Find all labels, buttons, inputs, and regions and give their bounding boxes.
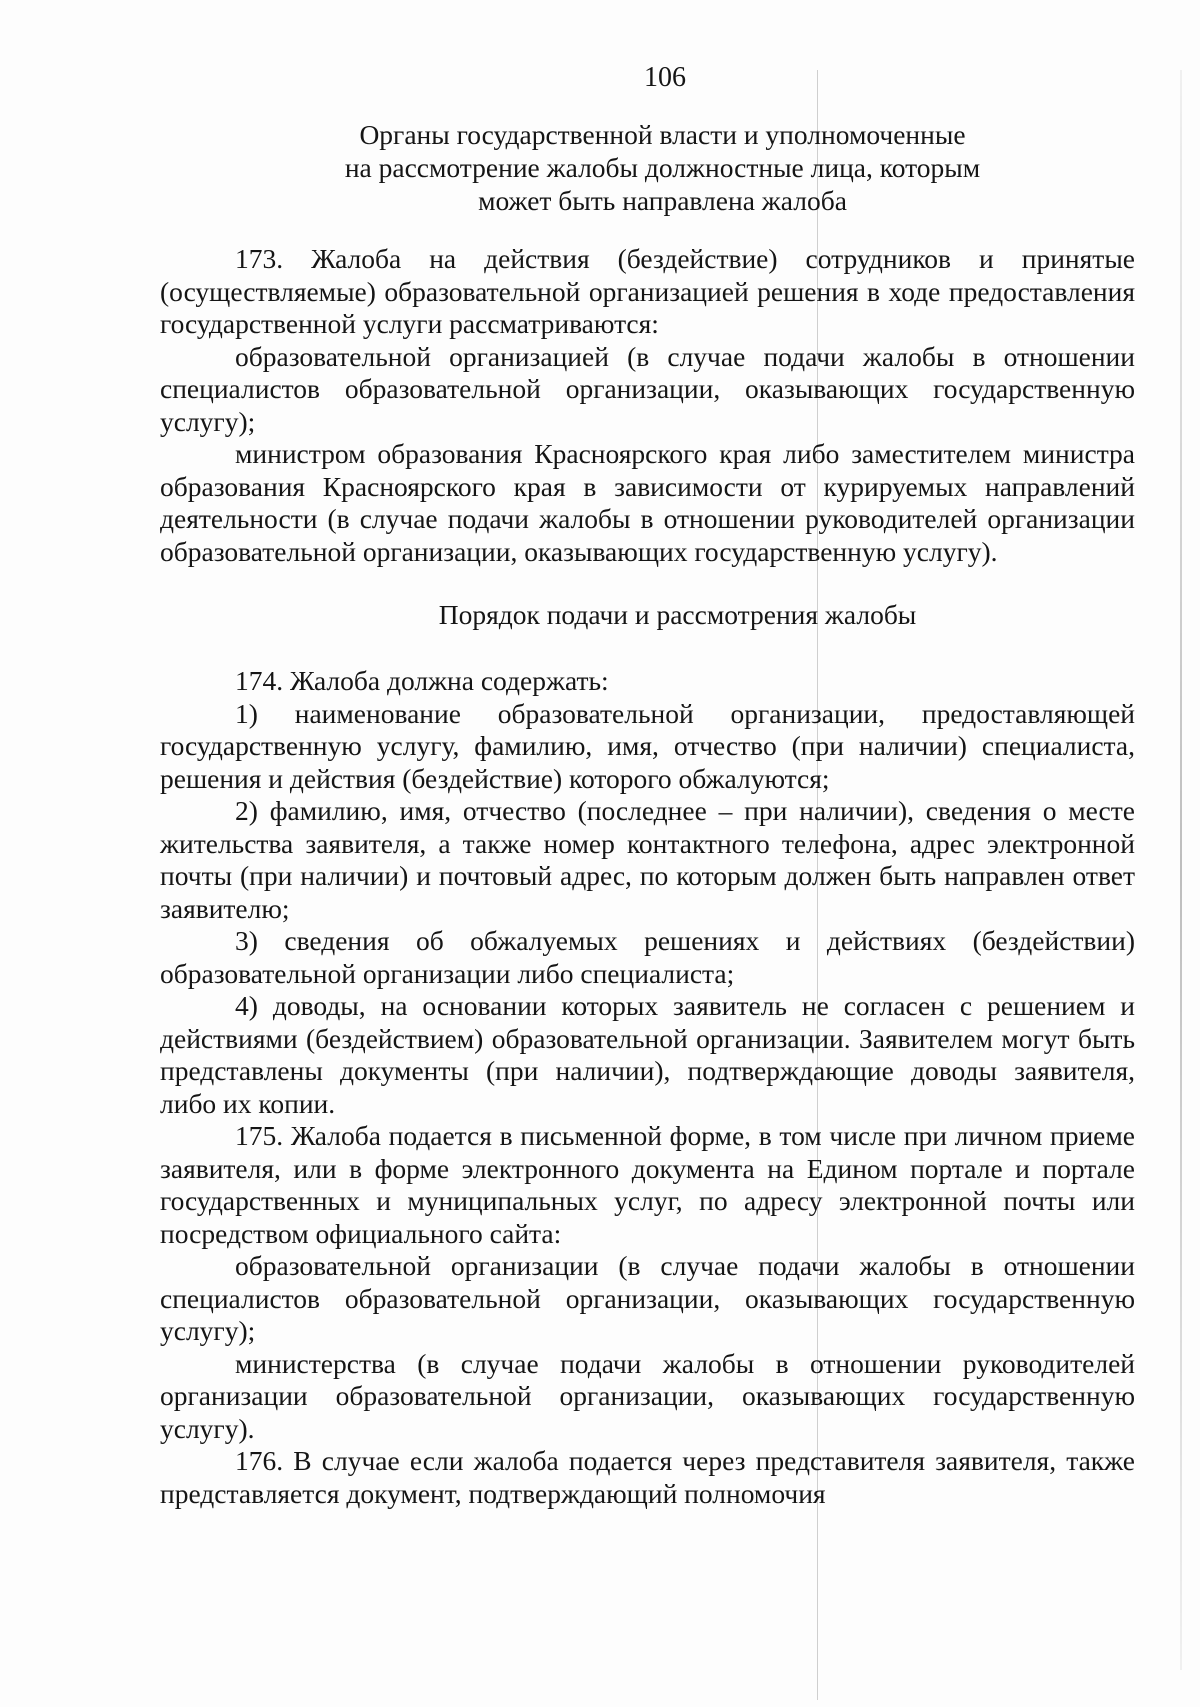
document-body (160, 118, 1135, 1510)
scan-edge (1180, 70, 1182, 1670)
paragraph-176: 176. В случае если жалоба подается через представителя заявителя, также представляется документ, подтверждающий полномочия (160, 1445, 1135, 1509)
list-item-3: 3) сведения об обжалуемых решениях и действиях (бездействии) образовательной организации либо специалиста; (160, 925, 1135, 989)
list-item-1: 1) наименование образовательной организации, предоставляющей государственную услугу, фамилию, имя, отчество (при наличии) специалиста, решения и действия (бездействие) которого обжалуются; (160, 697, 1135, 794)
page-number: 106 (644, 62, 686, 93)
paragraph-175: 175. Жалоба подается в письменной форме, в том числе при личном приеме заявителя, или в форме электронного документа на Едином портале и портале государственных и муниципальных услуг, по адресу электронной почты или посредством официального сайта: (160, 1120, 1135, 1249)
section-heading-procedure: Порядок подачи и рассмотрения жалобы (438, 599, 917, 630)
paragraph-173: 173. Жалоба на действия (бездействие) сотрудников и принятые (осуществляемые) образовательной организацией решения в ходе предоставления государственной услуги рассматриваются: (160, 243, 1135, 339)
paragraph: министерства (в случае подачи жалобы в отношении руководителей организации образовательной организации, оказывающих государственную услугу). (160, 1347, 1135, 1444)
section-heading-authorities (160, 118, 1135, 217)
paragraph: министром образования Красноярского края либо заместителем министра образования Красноярского края в зависимости от курируемых направлений деятельности (в случае подачи жалобы в отношении руководителей организации образовательной организации, оказывающих государственную услугу). (160, 438, 1135, 567)
heading-line: Органы государственной власти и уполномоченные (359, 119, 966, 150)
paragraph-174: 174. Жалоба должна содержать: (235, 665, 609, 696)
paragraph: образовательной организации (в случае подачи жалобы в отношении специалистов образовательной организации, оказывающих государственную услугу); (160, 1250, 1135, 1346)
heading-line: может быть направлена жалоба (478, 185, 847, 216)
heading-line: на рассмотрение жалобы должностные лица, которым (344, 152, 981, 183)
list-item-2: 2) фамилию, имя, отчество (последнее – при наличии), сведения о месте жительства заявителя, а также номер контактного телефона, адрес электронной почты (при наличии) и почтовый адрес, по которым должен быть направлен ответ заявителю; (160, 795, 1135, 924)
list-item-4: 4) доводы, на основании которых заявитель не согласен с решением и действиями (бездействием) образовательной организации. Заявителем могут быть представлены документы (при наличии), подтверждающие доводы заявителя, либо их копии. (160, 990, 1135, 1119)
paragraph: образовательной организацией (в случае подачи жалобы в отношении специалистов образовательной организации, оказывающих государственную услугу); (160, 340, 1135, 437)
